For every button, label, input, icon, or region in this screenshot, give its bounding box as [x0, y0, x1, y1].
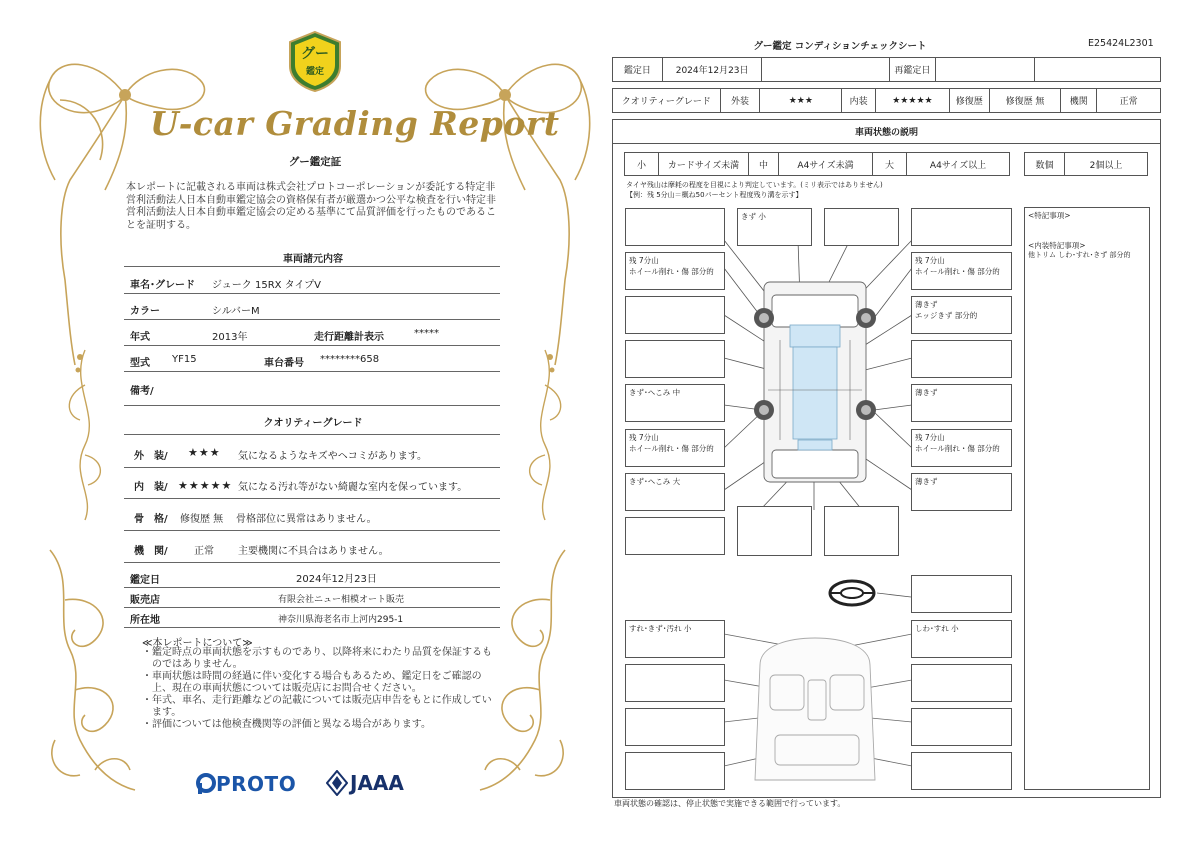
spec-section-divider	[124, 266, 500, 267]
notes-title: ≪本レポートについて≫	[142, 638, 253, 649]
condition-box-int-left-3	[625, 708, 725, 746]
interior-text: 気になる汚れ等がない綺麗な室内を保っています。	[238, 482, 468, 493]
condition-box-steering	[911, 575, 1012, 613]
jaaa-logo-text: JAAA	[350, 771, 404, 795]
condition-box-right-6: 薄きず	[911, 473, 1012, 511]
condition-box-int-left-1: すれ･きず･汚れ 小	[625, 620, 725, 658]
count-legend-table	[1024, 152, 1148, 176]
size-small-desc: カードサイズ未満	[659, 153, 749, 175]
size-large-desc: A4サイズ以上	[929, 160, 987, 171]
jaaa-logo-mark-icon	[326, 770, 348, 796]
address-row	[124, 608, 500, 628]
interior-label: 内 装/	[134, 482, 168, 493]
proto-logo-text: PROTO	[216, 772, 297, 796]
sheet-repair-label: 修復歴	[950, 89, 990, 112]
badge-text-bottom: 鑑定	[305, 67, 324, 77]
sheet-footer-note: 車両状態の確認は、停止状態で実施できる範囲で行っています。	[614, 799, 846, 808]
date-blank-cell	[762, 58, 890, 81]
redate-blank-cell	[1035, 58, 1160, 81]
condition-box-left-7	[625, 517, 725, 555]
condition-box-left-6: きず･へこみ 大	[625, 473, 725, 511]
engine-value: 正常	[194, 546, 214, 557]
exterior-stars: ★★★	[188, 446, 221, 459]
shop-value: 有限会社ニュー相模オート販売	[278, 595, 405, 605]
quality-section-heading: クオリティーグレード	[263, 418, 363, 429]
note-item: ・評価については他検査機関等の評価と異なる場合があります。	[142, 719, 431, 730]
year-label: 年式	[130, 332, 150, 343]
appraisal-date-row	[124, 566, 500, 588]
condition-box-right-4: 薄きず	[911, 384, 1012, 422]
redate-label: 再鑑定日	[890, 58, 936, 81]
condition-check-sheet	[600, 0, 1200, 848]
chassis-value: ********658	[320, 354, 380, 365]
goo-appraisal-badge-logo	[286, 30, 344, 92]
sheet-title: グー鑑定 コンディションチェックシート	[753, 41, 927, 52]
count-label: 数個	[1025, 153, 1065, 175]
count-desc: 2個以上	[1089, 160, 1123, 171]
notes-list	[142, 647, 492, 731]
size-large-label: 大	[873, 153, 907, 175]
frame-text: 骨格部位に異常はありません。	[236, 514, 377, 525]
size-mid-label: 中	[749, 153, 779, 175]
color-label: カラー	[130, 306, 160, 317]
mileage-label: 走行距離計表示	[314, 332, 384, 343]
quality-row-interior	[124, 471, 500, 499]
exterior-label: 外 装/	[134, 451, 168, 462]
spec-row-color	[124, 296, 500, 320]
condition-box-left-2	[625, 296, 725, 334]
redate-value-cell	[936, 58, 1036, 81]
condition-box-left-1: 残 7分山 ホイール削れ・傷 部分的	[625, 252, 725, 290]
condition-box-right-1: 残 7分山 ホイール削れ・傷 部分的	[911, 252, 1012, 290]
condition-box-int-left-2	[625, 664, 725, 702]
address-value: 神奈川県海老名市上河内295-1	[278, 615, 404, 625]
steering-wheel-icon	[827, 578, 877, 608]
quality-row-engine	[124, 535, 500, 563]
frame-value: 修復歴 無	[180, 514, 224, 525]
condition-box-right-2: 薄きず エッジきず 部分的	[911, 296, 1012, 334]
right-side-flourish	[520, 345, 570, 525]
condition-box-rear-2	[824, 506, 899, 556]
name-label: 車名･グレード	[130, 280, 195, 291]
size-legend-table	[624, 152, 1010, 176]
note-item: ・年式、車名、走行距離などの記載については販売店申告をもとに作成しています。	[142, 695, 492, 718]
condition-box-front-3	[824, 208, 899, 246]
address-label: 所在地	[130, 615, 160, 626]
spec-row-model	[124, 348, 500, 372]
tire-note-1: タイヤ残山は摩耗の程度を目視により判定しています。(ミリ表示ではありません)	[626, 181, 883, 189]
quality-label: クオリティーグレード	[613, 89, 721, 112]
note-item: ・車両状態は時間の経過に伴い変化する場合もあるため、鑑定日をご確認の上、現在の車両状態については販売店にお問合せください。	[142, 671, 482, 694]
tire-note-2: 【例：残 5分山＝概ね50パーセント程度残り溝を示す】	[626, 191, 803, 199]
condition-box-left-3	[625, 340, 725, 378]
color-value: シルバーM	[212, 306, 260, 317]
size-small-label: 小	[625, 153, 659, 175]
condition-box-rear-1	[737, 506, 812, 556]
condition-box-right-3	[911, 340, 1012, 378]
engine-text: 主要機関に不具合はありません。	[238, 546, 389, 557]
chassis-label: 車台番号	[264, 358, 304, 369]
year-value: 2013年	[212, 332, 248, 343]
condition-box-front-2: きず 小	[737, 208, 812, 246]
shop-label: 販売店	[130, 595, 160, 606]
interior-stars: ★★★★★	[178, 479, 233, 492]
spec-row-year	[124, 322, 500, 346]
condition-box-front-1	[625, 208, 725, 246]
appraisal-date-label: 鑑定日	[130, 575, 160, 586]
spec-row-name	[124, 270, 500, 294]
date-label: 鑑定日	[613, 58, 663, 81]
badge-text-top: グー	[301, 46, 329, 62]
condition-box-int-right-4	[911, 752, 1012, 790]
certificate-intro-text: 本レポートに記載される車両は株式会社プロトコーポレーションが委託する特定非営利活動法人日本自動車鑑定協会の資格保有者が厳選かつ公平な検査を行い特定非営利活動法人日本自動車鑑定協会の定める基準にて品質評価を行ったものであることを証明する。	[126, 182, 496, 231]
document-id: E25424L2301	[1088, 38, 1154, 49]
size-mid-desc: A4サイズ未満	[779, 153, 873, 175]
condition-box-int-right-1: しわ･すれ 小	[911, 620, 1012, 658]
remarks-label: 備考/	[130, 386, 154, 397]
name-value: ジューク 15RX タイプV	[212, 280, 322, 291]
spec-row-remarks	[124, 376, 500, 406]
condition-box-int-right-2	[911, 664, 1012, 702]
sheet-repair-value: 修復歴 無	[990, 89, 1062, 112]
condition-box-int-left-4	[625, 752, 725, 790]
exterior-text: 気になるようなキズやヘコミがあります。	[238, 451, 427, 462]
frame-label: 骨 格/	[134, 514, 168, 525]
certificate-heading: グー鑑定証	[288, 156, 342, 168]
date-table	[612, 57, 1161, 82]
shop-row	[124, 588, 500, 608]
interior-special-text: 他トリム しわ･すれ･きず 部分的	[1028, 251, 1131, 259]
proto-logo-mark-icon	[196, 773, 216, 795]
condition-box-front-4	[911, 208, 1012, 246]
condition-box-right-5: 残 7分山 ホイール削れ・傷 部分的	[911, 429, 1012, 467]
sheet-interior-stars: ★★★★★	[876, 89, 950, 112]
left-side-flourish	[60, 345, 110, 525]
note-item: ・鑑定時点の車両状態を示すものであり、以降将来にわたり品質を保証するものではありません。	[142, 647, 492, 670]
model-label: 型式	[130, 358, 150, 369]
condition-heading: 車両状態の説明	[612, 119, 1161, 144]
sheet-interior-label: 内装	[842, 89, 876, 112]
condition-box-left-5: 残 7分山 ホイール削れ・傷 部分的	[625, 429, 725, 467]
report-script-title: U-car Grading Report	[150, 104, 560, 143]
date-value: 2024年12月23日	[663, 58, 763, 81]
model-value: YF15	[172, 354, 197, 365]
quality-row-frame	[124, 503, 500, 531]
sheet-exterior-label: 外装	[721, 89, 761, 112]
mileage-value: *****	[414, 328, 439, 339]
sheet-exterior-stars: ★★★	[760, 89, 842, 112]
special-notes-title: <特記事項>	[1028, 211, 1071, 220]
interior-special-title: <内装特記事項>	[1028, 241, 1086, 250]
quality-row-exterior	[124, 440, 500, 468]
quality-table	[612, 88, 1161, 113]
condition-box-left-4: きず･へこみ 中	[625, 384, 725, 422]
sheet-engine-label: 機関	[1061, 89, 1097, 112]
sheet-engine-value: 正常	[1119, 97, 1138, 107]
condition-box-int-right-3	[911, 708, 1012, 746]
spec-section-heading: 車両諸元内容	[283, 254, 343, 265]
quality-section-divider	[124, 434, 500, 435]
engine-label: 機 関/	[134, 546, 168, 557]
appraisal-date-value: 2024年12月23日	[296, 574, 377, 585]
special-notes-box	[1024, 207, 1150, 790]
